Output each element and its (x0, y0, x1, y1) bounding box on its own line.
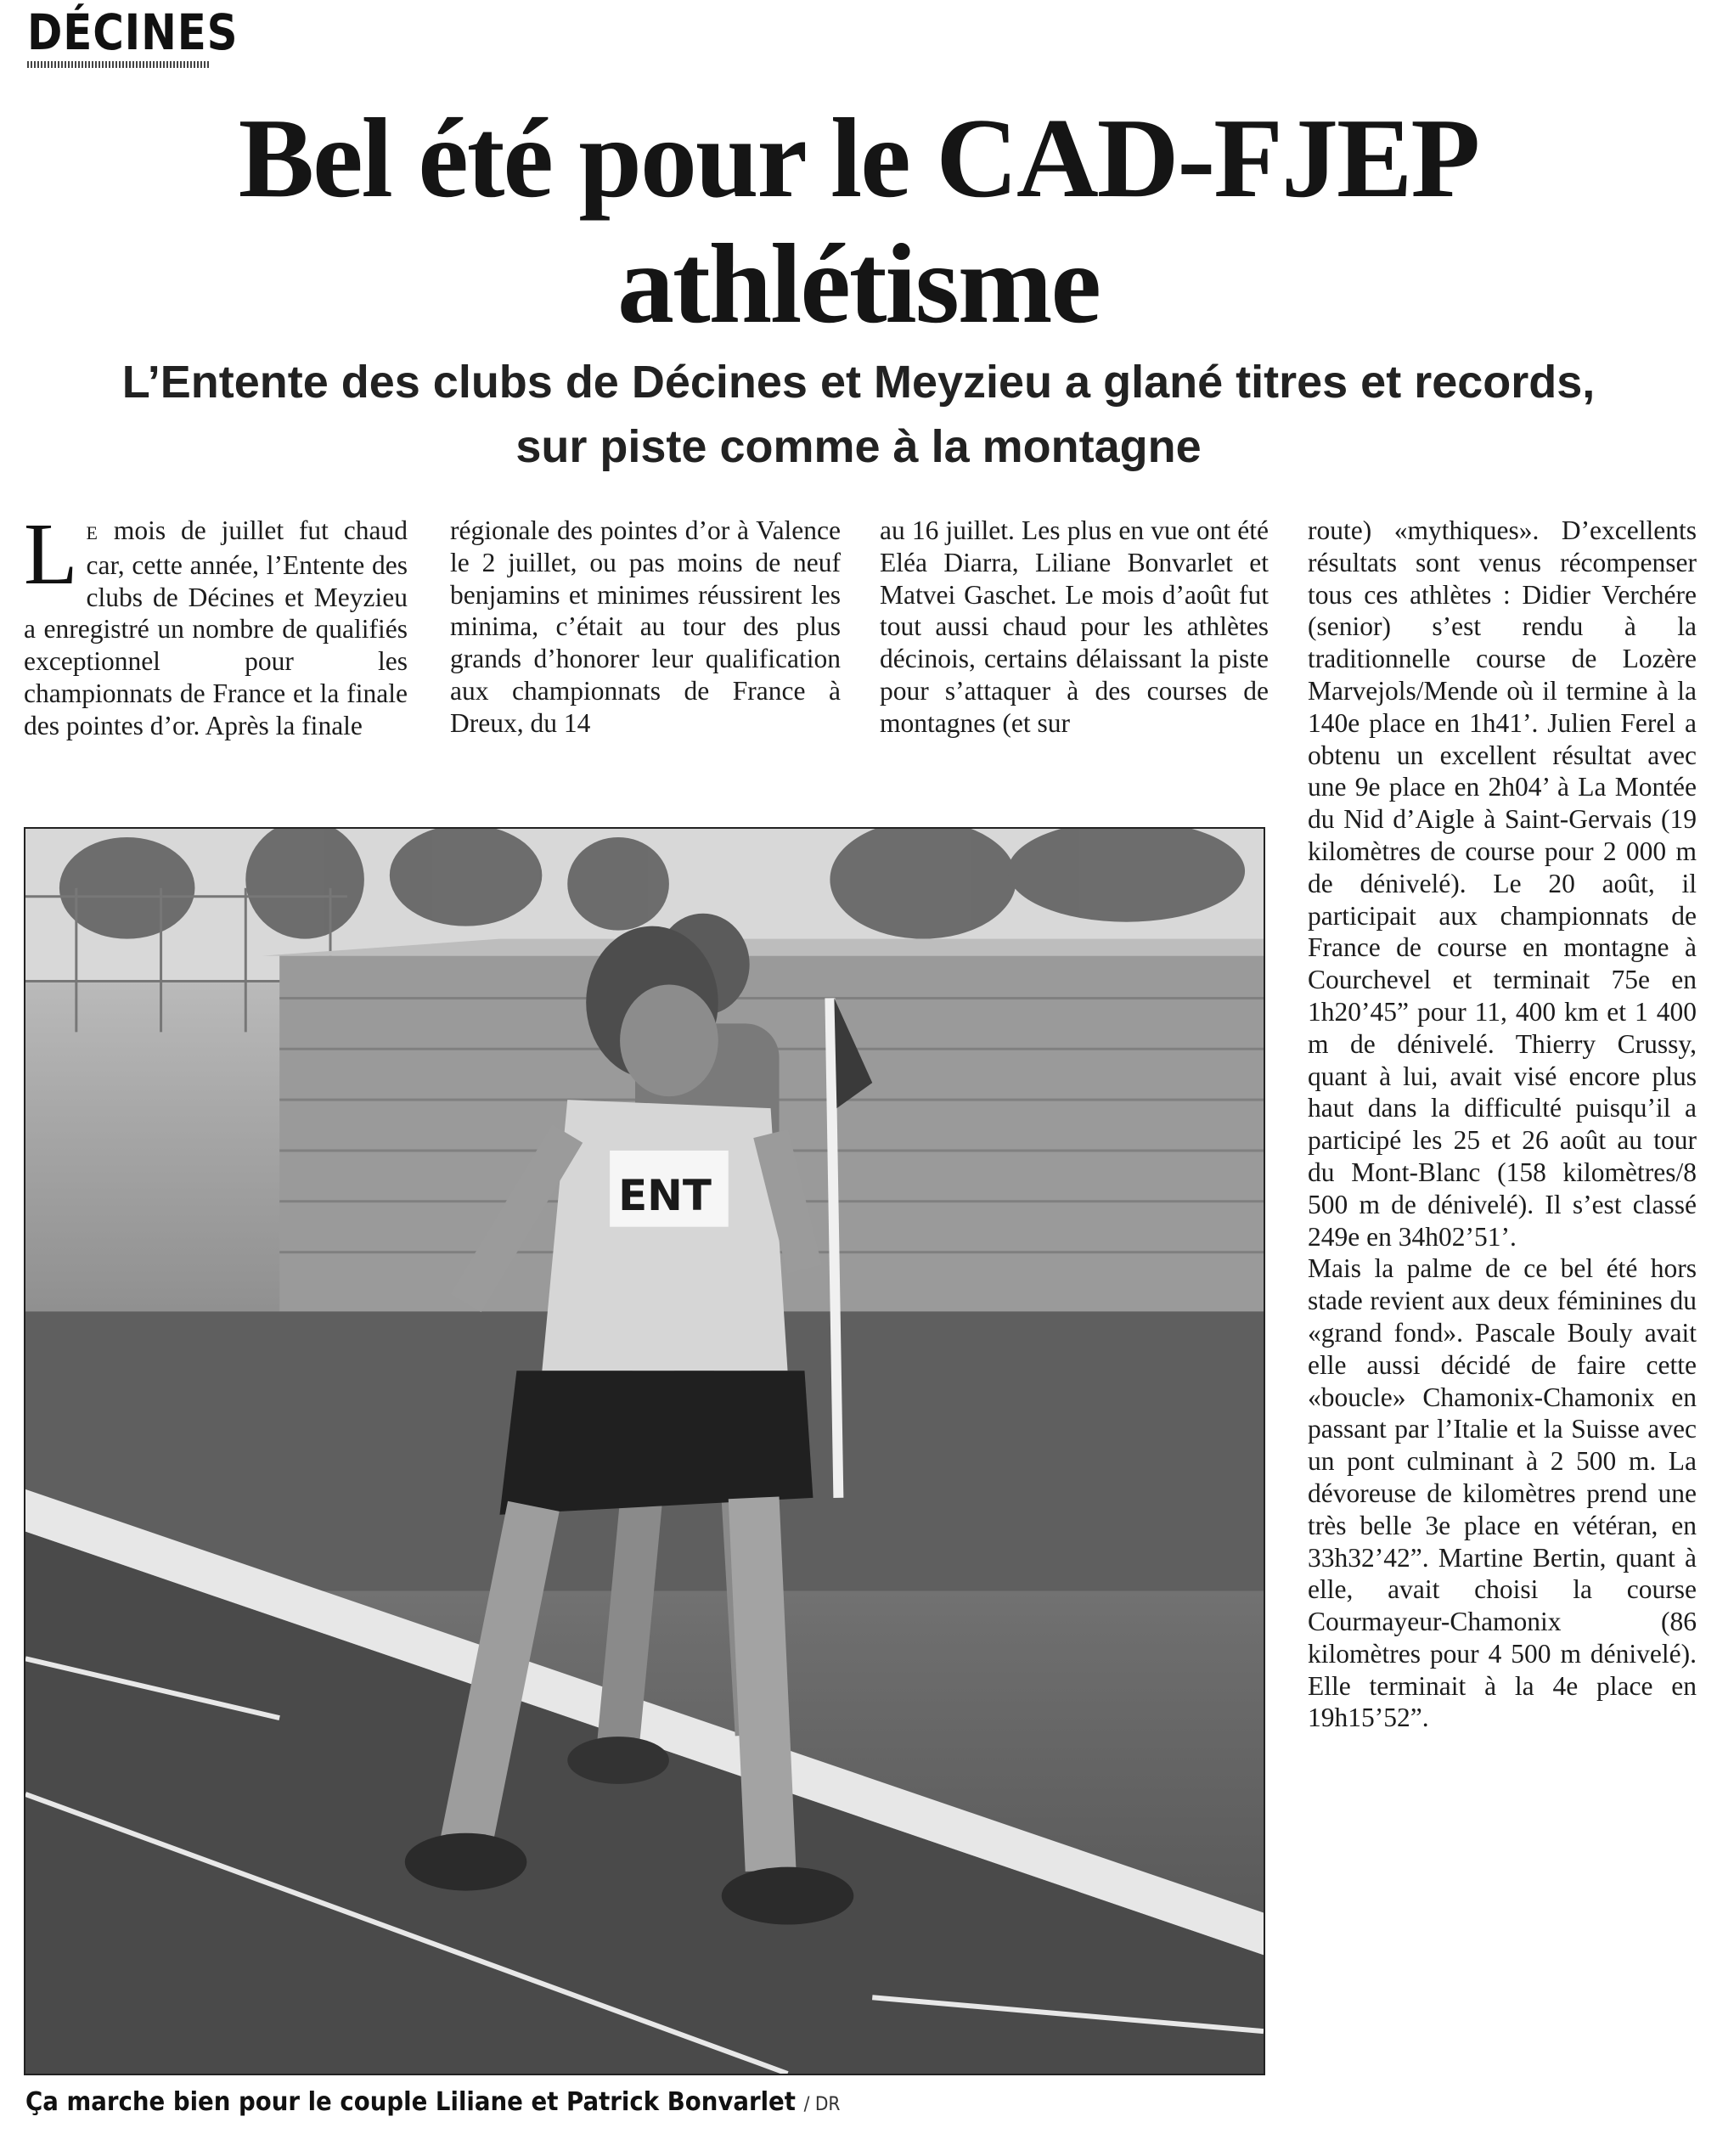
article-paragraph (24, 505, 408, 742)
headline-line-1: Bel été pour le CAD-FJEP (238, 95, 1479, 221)
photo-caption (25, 2087, 1166, 2117)
drop-cap: L (24, 505, 78, 603)
caption-text: Ça marche bien pour le couple Liliane et Patrick Bonvarlet (25, 2087, 796, 2117)
article-column-2 (450, 515, 841, 740)
subheadline-line-2: sur piste comme à la montagne (515, 421, 1202, 472)
article-text: régionale des pointes d’or à Valence le 2 juillet, ou pas moins de neuf benjamins et minimes réussirent les minima, c’était au tour des plus grands d’honorer leur qualification aux championnats de France à Dreux, du 14 (450, 515, 841, 738)
section-divider (27, 61, 209, 68)
subheadline-line-1: L’Entente des clubs de Décines et Meyzieu a glané titres et records, (121, 357, 1596, 408)
article-text: au 16 juillet. Les plus en vue ont été Eléa Diarra, Liliane Bonvarlet et Matvei Gaschet. Le mois d’août fut tout aussi chaud pour les athlètes décinois, certains délaissant la piste pour s’attaquer à des courses de montagnes (et sur (880, 515, 1269, 738)
race-walkers-photo (24, 827, 1265, 2075)
article-column-1 (24, 505, 408, 742)
article-text: mois de juillet fut chaud car, cette année, l’Entente des clubs de Décines et Meyzieu a enregistré un nombre de qualifiés exceptionnel pour les championnats de France et la finale des pointes d’or. Après la finale (24, 515, 408, 740)
headline-line-2: athlétisme (617, 221, 1100, 346)
headline (0, 95, 1717, 346)
front-runner-bib: ENT (618, 1170, 712, 1220)
small-cap: E (86, 522, 99, 543)
subheadline (0, 350, 1717, 479)
article-text: Mais la palme de ce bel été hors stade revient aux deux féminines du «grand fond». Pascale Bouly avait elle aussi décidé de faire cette «boucle» Chamonix-Chamonix en passant par l’Italie et la Suisse avec un pont culminant à 2 500 m. La dévoreuse de kilomètres prend une très belle 3e place en vétéran, en 33h32’42”. Martine Bertin, quant à elle, avait choisi la course Courmayeur-Chamonix (86 kilomètres pour 4 500 m dénivelé). Elle terminait à la 4e place en 19h15’52”. (1308, 1253, 1697, 1733)
photo-credit: / DR (803, 2094, 841, 2115)
section-label: DÉCINES (27, 3, 239, 61)
photo-illustration (25, 829, 1264, 2074)
article-text: route) «mythiques». D’excellents résultats sont venus récompenser tous ces athlètes : Didier Verchére (senior) s’est rendu à la traditionnelle course de Lozère Marvejols/Mende où il termine à la 140e place en 1h41’. Julien Ferel a obtenu un excellent résultat avec une 9e place en 2h04’ à La Montée du Nid d’Aigle à Saint-Gervais (19 kilomètres de course pour 2 000 m de dénivelé). Le 20 août, il participait aux championnats de France de course en montagne à Courchevel et terminait 75e en 1h20’45” pour 11, 400 km et 1 400 m de dénivelé. Thierry Crussy, quant à lui, avait visé encore plus haut dans la difficulté puisqu’il a participé les 25 et 26 août au tour du Mont-Blanc (158 kilomètres/8 500 m de dénivelé). Il s’est classé 249e en 34h02’51’. (1308, 515, 1697, 1252)
article-column-4 (1308, 515, 1697, 1734)
article-column-3 (880, 515, 1269, 740)
